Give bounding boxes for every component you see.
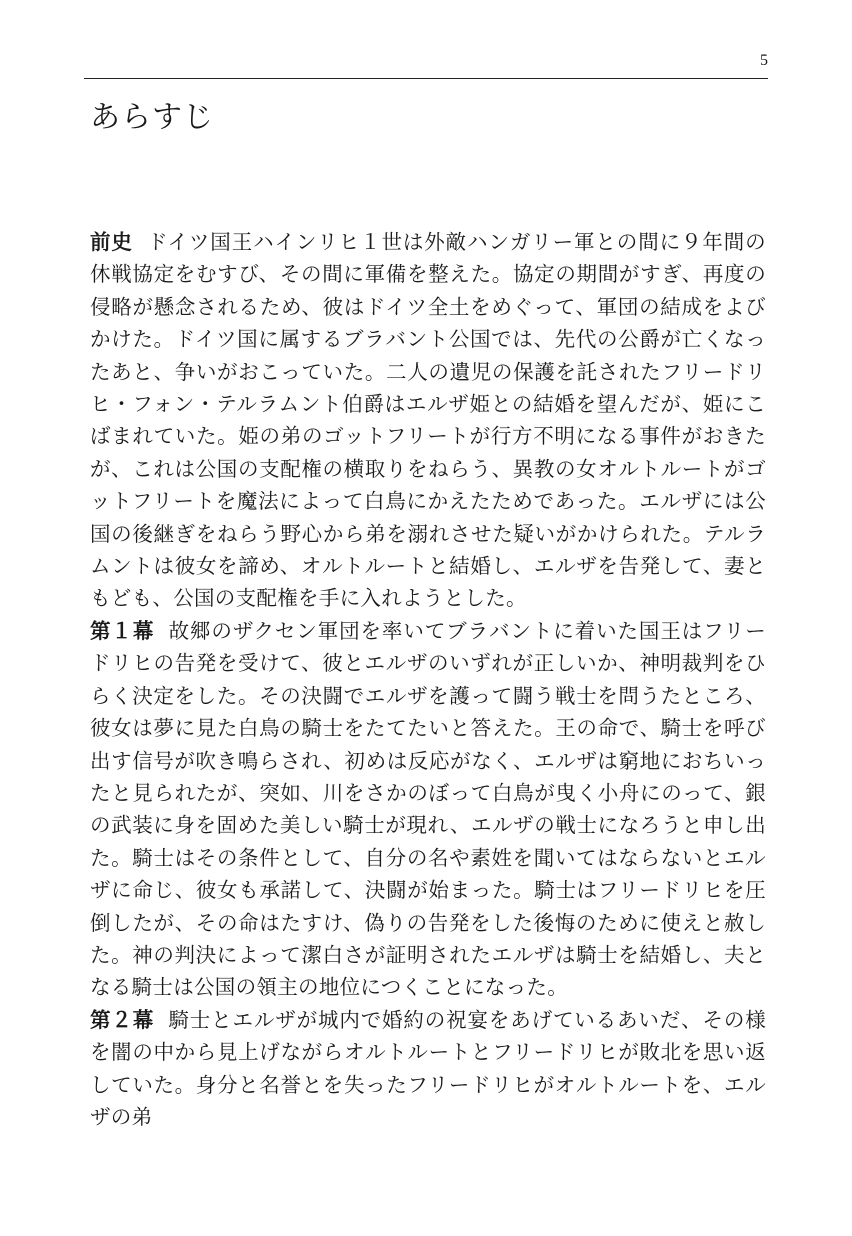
section-prehistory (90, 226, 766, 615)
page-number: 5 (760, 52, 768, 69)
section-title: 第２幕 (90, 1007, 155, 1032)
section-act-1 (90, 615, 766, 1004)
section-text: ドイツ国王ハインリヒ１世は外敵ハンガリー軍との間に９年間の休戦協定をむすび、その間に軍備を整えた。協定の期間がすぎ、再度の侵略が懸念されるため、彼はドイツ全土をめぐって、軍団の結成をよびかけた。ドイツ国に属するブラバント公国では、先代の公爵が亡くなったあと、争いがおこっていた。二人の遺児の保護を託されたフリードリヒ・フォン・テルラムント伯爵はエルザ姫との結婚を望んだが、姫にこばまれていた。姫の弟のゴットフリートが行方不明になる事件がおきたが、これは公国の支配権の横取りをねらう、異教の女オルトルートがゴットフリートを魔法によって白鳥にかえたためであった。エルザには公国の後継ぎをねらう野心から弟を溺れさせた疑いがかけられた。テルラムントは彼女を諦め、オルトルートと結婚し、エルザを告発して、妻ともども、公国の支配権を手に入れようとした。 (90, 230, 766, 611)
header-rule (84, 78, 768, 79)
section-text: 故郷のザクセン軍団を率いてブラバントに着いた国王はフリードリヒの告発を受けて、彼とエルザのいずれが正しいか、神明裁判をひらく決定をした。その決闘でエルザを護って闘う戦士を問うたところ、彼女は夢に見た白鳥の騎士をたてたいと答えた。王の命で、騎士を呼び出す信号が吹き鳴らされ、初めは反応がなく、エルザは窮地におちいったと見られたが、突如、川をさかのぼって白鳥が曳く小舟にのって、銀の武装に身を固めた美しい騎士が現れ、エルザの戦士になろうと申し出た。騎士はその条件として、自分の名や素姓を聞いてはならないとエルザに命じ、彼女も承諾して、決闘が始まった。騎士はフリードリヒを圧倒したが、その命はたすけ、偽りの告発をした後悔のために使えと赦した。神の判決によって潔白さが証明されたエルザは騎士を結婚し、夫となる騎士は公国の領主の地位につくことになった。 (90, 618, 766, 1000)
section-act-2 (90, 1004, 766, 1134)
synopsis-body (90, 226, 766, 1133)
section-title: 前史 (90, 230, 133, 254)
chapter-title: あらすじ (90, 100, 214, 135)
section-title: 第１幕 (90, 618, 155, 643)
section-text: 騎士とエルザが城内で婚約の祝宴をあげているあいだ、その様を闇の中から見上げながらオルトルートとフリードリヒが敗北を思い返していた。身分と名誉とを失ったフリードリヒがオルトルートを、エルザの弟 (90, 1007, 766, 1129)
